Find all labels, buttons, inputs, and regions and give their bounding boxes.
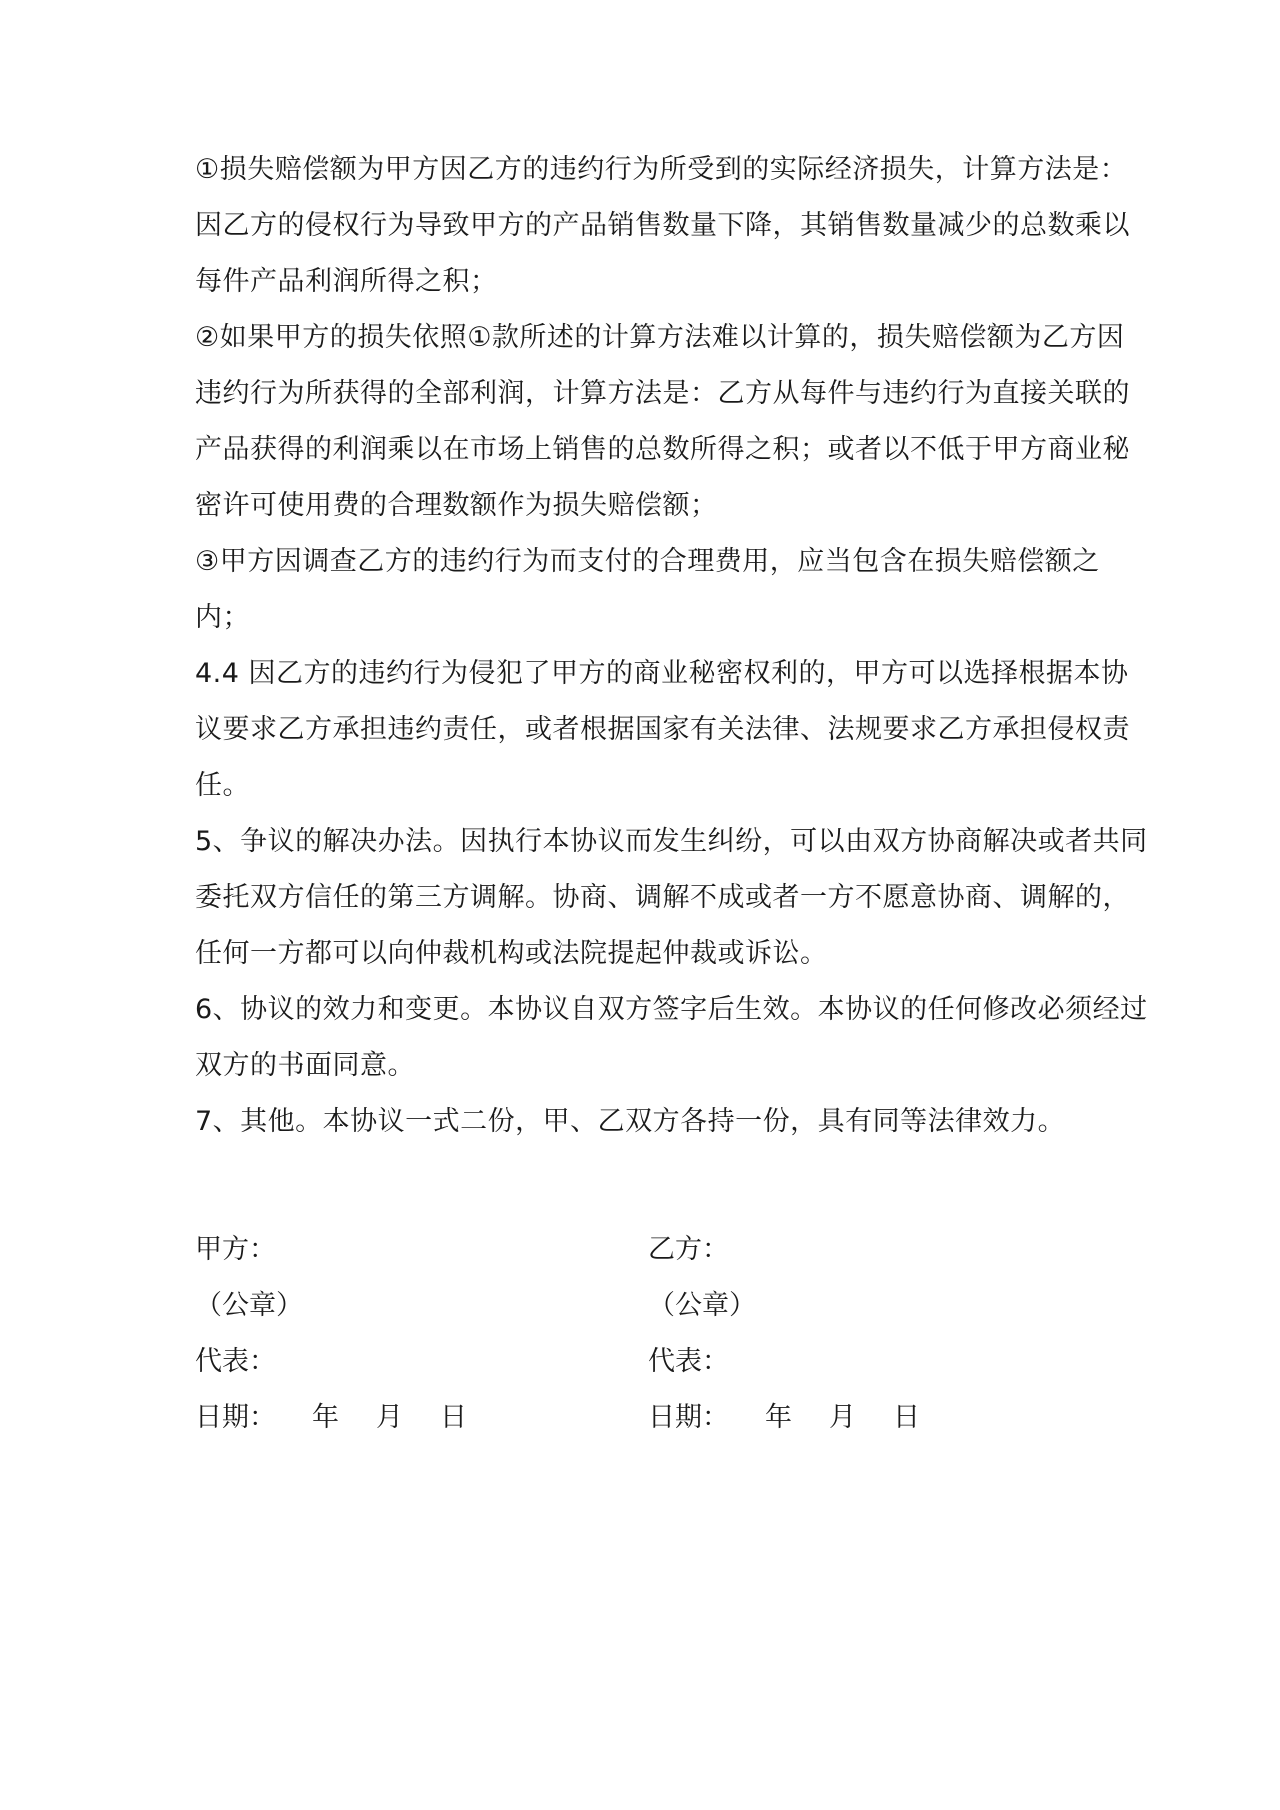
party-b-date-year: 年 [765,1402,792,1433]
party-b-seal: （公章） [648,1290,756,1321]
clause-line: 内； [195,602,250,633]
clause-line: 7、其他。本协议一式二份，甲、乙双方各持一份，具有同等法律效力。 [195,1106,1066,1137]
party-b-date-label: 日期： [648,1402,729,1433]
clause-line: 委托双方信任的第三方调解。协商、调解不成或者一方不愿意协商、调解的， [195,882,1130,913]
clause-line: 每件产品利润所得之积； [195,266,498,297]
party-b-date-day: 日 [893,1402,920,1433]
party-a-date-year: 年 [312,1402,339,1433]
clause-line: ①损失赔偿额为甲方因乙方的违约行为所受到的实际经济损失，计算方法是： [195,154,1128,185]
party-a-representative: 代表： [195,1346,276,1377]
clause-line: 任何一方都可以向仲裁机构或法院提起仲裁或诉讼。 [195,938,828,969]
party-a-date-day: 日 [440,1402,467,1433]
party-a-label: 甲方： [195,1234,276,1265]
clause-line: 6、协议的效力和变更。本协议自双方签字后生效。本协议的任何修改必须经过 [195,994,1148,1025]
party-a-seal: （公章） [195,1290,303,1321]
clause-line: 4.4 因乙方的违约行为侵犯了甲方的商业秘密权利的，甲方可以选择根据本协 [195,658,1129,689]
party-b-date-month: 月 [829,1402,856,1433]
clause-line: 任。 [195,770,250,801]
clause-line: 5、争议的解决办法。因执行本协议而发生纠纷，可以由双方协商解决或者共同 [195,826,1148,857]
clause-line: 密许可使用费的合理数额作为损失赔偿额； [195,490,718,521]
clause-line: ③甲方因调查乙方的违约行为而支付的合理费用，应当包含在损失赔偿额之 [195,546,1100,577]
clause-line: 因乙方的侵权行为导致甲方的产品销售数量下降，其销售数量减少的总数乘以 [195,210,1130,241]
party-b-representative: 代表： [648,1346,729,1377]
clause-line: 双方的书面同意。 [195,1050,415,1081]
party-a-date-month: 月 [376,1402,403,1433]
clause-line: 违约行为所获得的全部利润，计算方法是：乙方从每件与违约行为直接关联的 [195,378,1130,409]
party-b-label: 乙方： [648,1234,729,1265]
clause-line: ②如果甲方的损失依照①款所述的计算方法难以计算的，损失赔偿额为乙方因 [195,322,1125,353]
clause-line: 产品获得的利润乘以在市场上销售的总数所得之积；或者以不低于甲方商业秘 [195,434,1130,465]
party-a-date-label: 日期： [195,1402,276,1433]
clause-line: 议要求乙方承担违约责任，或者根据国家有关法律、法规要求乙方承担侵权责 [195,714,1130,745]
